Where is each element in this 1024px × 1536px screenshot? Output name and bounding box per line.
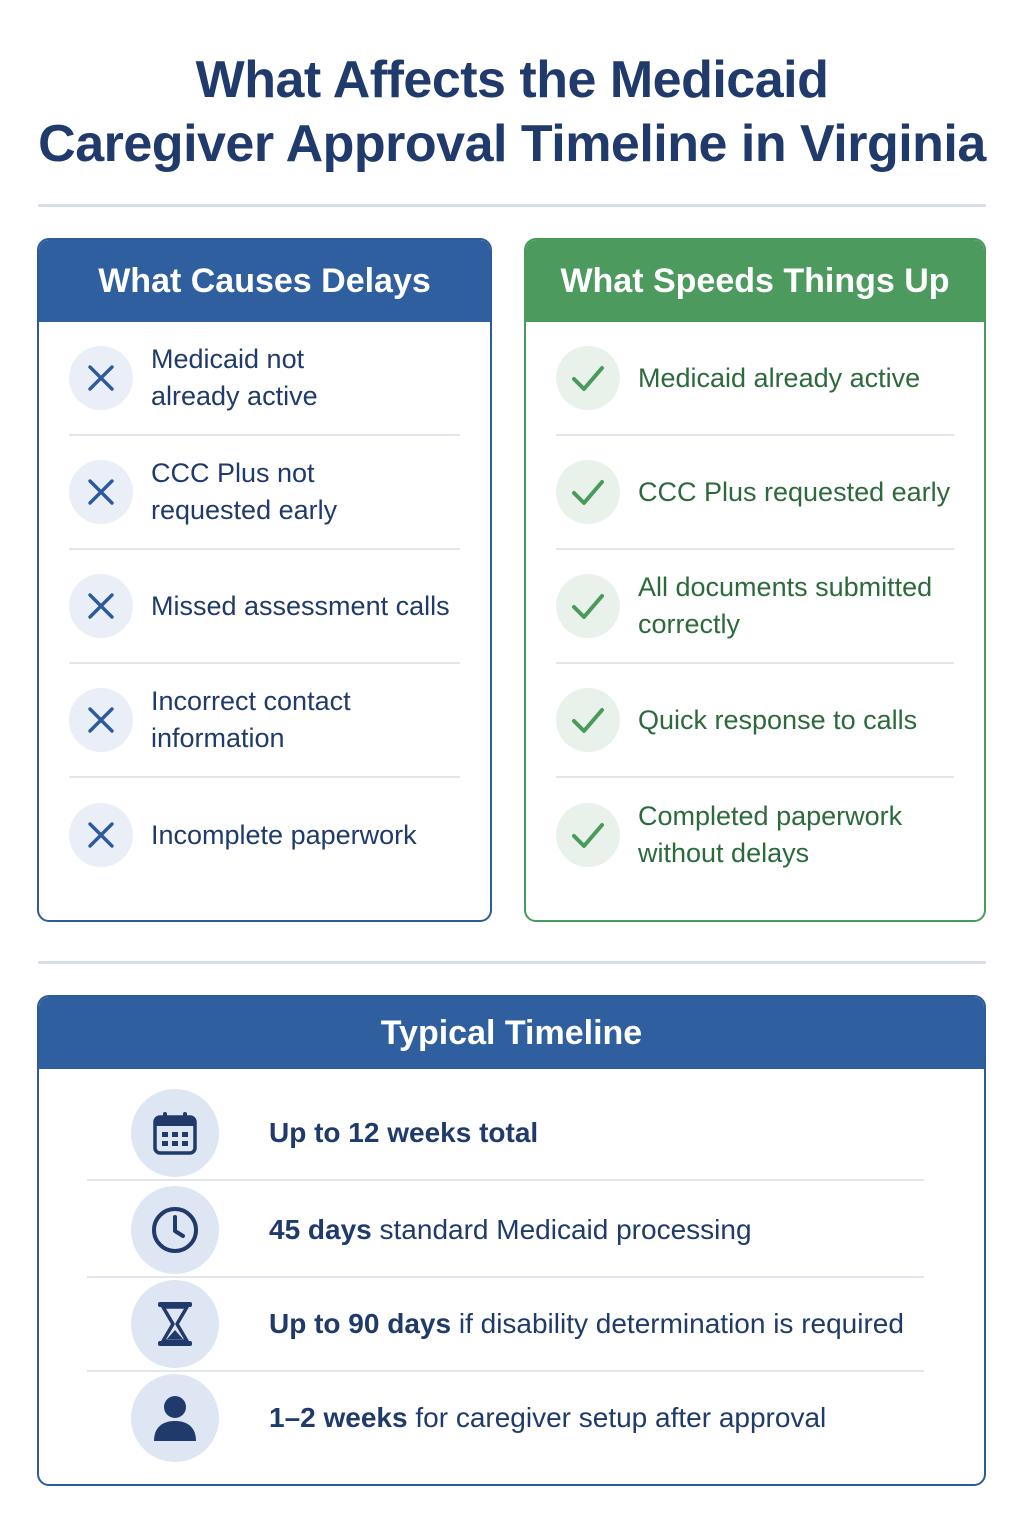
checkmark-icon	[556, 346, 620, 410]
timeline-row-highlight: 1–2 weeks	[269, 1402, 408, 1433]
timeline-row-text	[269, 1402, 826, 1434]
delay-item-text: Incorrect contact information	[151, 686, 351, 753]
timeline-row-text	[269, 1308, 904, 1340]
delay-item-text: CCC Plus not requested early	[151, 458, 338, 525]
timeline-row-detail: for caregiver setup after approval	[407, 1402, 827, 1433]
timeline-row-highlight: 45 days	[269, 1214, 372, 1245]
x-icon	[69, 574, 133, 638]
clock-icon	[131, 1186, 219, 1274]
timeline-heading: Typical Timeline	[39, 997, 984, 1069]
section-divider	[38, 961, 986, 964]
calendar-icon	[131, 1089, 219, 1177]
timeline-row-detail: if disability determination is required	[451, 1308, 904, 1339]
x-icon	[69, 346, 133, 410]
speed-item-text: All documents submitted correctly	[638, 572, 933, 639]
delay-item-text: Medicaid not already active	[151, 344, 318, 411]
speeds-card	[524, 238, 986, 922]
x-icon	[69, 688, 133, 752]
timeline-row	[87, 1184, 924, 1278]
speed-item-text: Medicaid already active	[638, 362, 921, 393]
timeline-row-highlight: Up to 90 days	[269, 1308, 452, 1339]
timeline-row	[87, 1278, 924, 1372]
speed-item	[556, 436, 954, 550]
delay-item	[69, 322, 460, 436]
timeline-row	[87, 1087, 924, 1181]
page-title	[0, 48, 1024, 176]
checkmark-icon	[556, 688, 620, 752]
person-icon	[131, 1374, 219, 1462]
checkmark-icon	[556, 460, 620, 524]
speed-item	[556, 778, 954, 892]
timeline-row-highlight: Up to 12 weeks total	[269, 1117, 539, 1148]
speed-item-text: Quick response to calls	[638, 704, 918, 735]
delays-card	[37, 238, 492, 922]
x-icon	[69, 803, 133, 867]
delay-item	[69, 550, 460, 664]
delay-item-text: Missed assessment calls	[151, 590, 450, 621]
speed-item-text: CCC Plus requested early	[638, 476, 951, 507]
timeline-card	[37, 995, 986, 1486]
delay-item	[69, 664, 460, 778]
delay-item	[69, 778, 460, 892]
page-title-line-1: What Affects the Medicaid	[195, 51, 829, 109]
checkmark-icon	[556, 574, 620, 638]
page-title-line-2: Caregiver Approval Timeline in Virginia	[38, 115, 986, 173]
timeline-row	[87, 1371, 924, 1465]
delays-heading: What Causes Delays	[39, 240, 490, 322]
delay-item	[69, 436, 460, 550]
title-divider	[38, 204, 986, 207]
x-icon	[69, 460, 133, 524]
speed-item	[556, 664, 954, 778]
timeline-row-detail: standard Medicaid processing	[371, 1214, 752, 1245]
speeds-heading: What Speeds Things Up	[526, 240, 984, 322]
timeline-row-text	[269, 1214, 752, 1246]
speed-item	[556, 322, 954, 436]
hourglass-icon	[131, 1280, 219, 1368]
checkmark-icon	[556, 803, 620, 867]
speed-item-text: Completed paperwork without delays	[638, 801, 903, 868]
speed-item	[556, 550, 954, 664]
delay-item-text: Incomplete paperwork	[151, 819, 417, 850]
timeline-row-text	[269, 1117, 538, 1149]
